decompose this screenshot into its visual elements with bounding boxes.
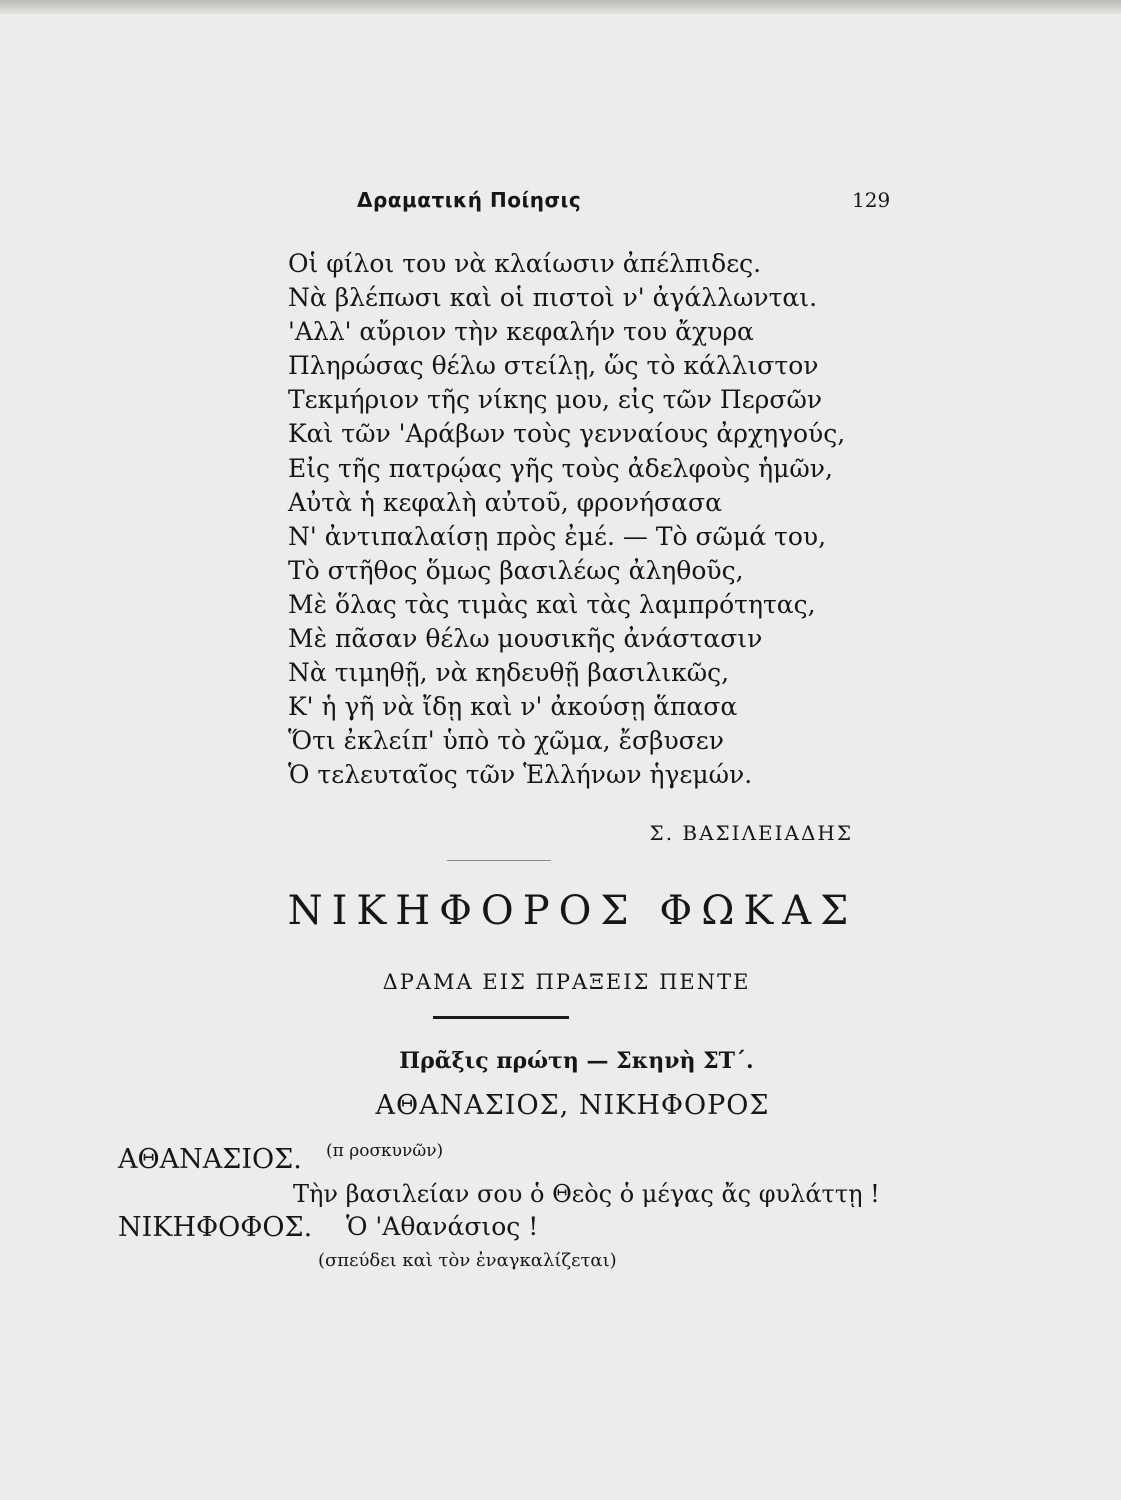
poem-line: Μὲ ὅλας τὰς τιμὰς καὶ τὰς λαμπρότητας, xyxy=(288,589,816,619)
poem-line: Μὲ πᾶσαν θέλω μουσικῆς ἀνάστασιν xyxy=(288,624,763,654)
poem-line: Νὰ βλέπωσι καὶ οἱ πιστοὶ ν' ἀγάλλωνται. xyxy=(288,283,818,313)
poem-verses xyxy=(288,247,845,793)
scene-characters: ΑΘΑΝΑΣΙΟΣ, ΝΙΚΗΦΟΡΟΣ xyxy=(375,1090,770,1121)
poem-line: Ὁ τελευταῖος τῶν Ἑλλήνων ἡγεμών. xyxy=(288,760,753,790)
poem-author: Σ. ΒΑΣΙΛΕΙΑΔΗΣ xyxy=(649,821,853,845)
poem-line: Τεκμήριον τῆς νίκης μου, εἰς τῶν Περσῶν xyxy=(288,385,823,415)
speaker-nikiforos: ΝΙΚΗΦΟΦΟΣ. xyxy=(118,1212,313,1243)
poem-line: Οἱ φίλοι του νὰ κλαίωσιν ἀπέλπιδες. xyxy=(288,249,762,278)
poem-line: Ὅτι ἐκλείπ' ὑπὸ τὸ χῶμα, ἔσβυσεν xyxy=(288,726,724,756)
poem-line: Καὶ τῶν 'Αράβων τοὺς γενναίους ἀρχηγούς, xyxy=(288,419,846,449)
poem-line: Αὐτὰ ἡ κεφαλὴ αὐτοῦ, φρονήσασα xyxy=(288,487,722,517)
poem-line: Εἰς τῆς πατρῴας γῆς τοὺς ἀδελφοὺς ἡμῶν, xyxy=(288,453,833,483)
stage-direction: (σπεύδει καὶ τὸν ἐναγκαλίζεται) xyxy=(318,1250,617,1271)
title-underline-rule xyxy=(433,1016,569,1019)
poem-line: Τὸ στῆθος ὅμως βασιλέως ἀληθοῦς, xyxy=(288,555,744,585)
dialogue-line: Τὴν βασιλείαν σου ὁ Θεὸς ὁ μέγας ἄς φυλάττῃ ! xyxy=(293,1180,880,1208)
stage-direction: (π ροσκυνῶν) xyxy=(326,1141,444,1161)
poem-line: 'Αλλ' αὔριον τὴν κεφαλήν του ἄχυρα xyxy=(288,317,754,347)
section-divider xyxy=(447,860,551,861)
poem-line: Νὰ τιμηθῇ, νὰ κηδευθῇ βασιλικῶς, xyxy=(288,658,730,688)
poem-line: Πληρώσας θέλω στείλῃ, ὥς τὸ κάλλιστον xyxy=(288,351,819,381)
scene-heading: Πρᾶξις πρώτη — Σκηνὴ ΣΤ΄. xyxy=(399,1048,754,1074)
page-number: 129 xyxy=(852,188,891,212)
running-header-title: Δραματική Ποίησις xyxy=(357,188,582,212)
drama-subtitle: ΔΡΑΜΑ ΕΙΣ ΠΡΑΞΕΙΣ ΠΕΝΤΕ xyxy=(382,970,751,994)
poem-line: Κ' ἡ γῆ νὰ ἴδῃ καὶ ν' ἀκούσῃ ἅπασα xyxy=(288,692,738,722)
drama-title: ΝΙΚΗΦΟΡΟΣ ΦΩΚΑΣ xyxy=(287,888,858,934)
page-top-edge xyxy=(0,0,1121,14)
dialogue-line: Ὁ 'Αθανάσιος ! xyxy=(346,1212,539,1241)
poem-line: Ν' ἀντιπαλαίσῃ πρὸς ἐμέ. — Τὸ σῶμά του, xyxy=(288,521,827,551)
speaker-athanasios: ΑΘΑΝΑΣΙΟΣ. xyxy=(118,1144,302,1175)
